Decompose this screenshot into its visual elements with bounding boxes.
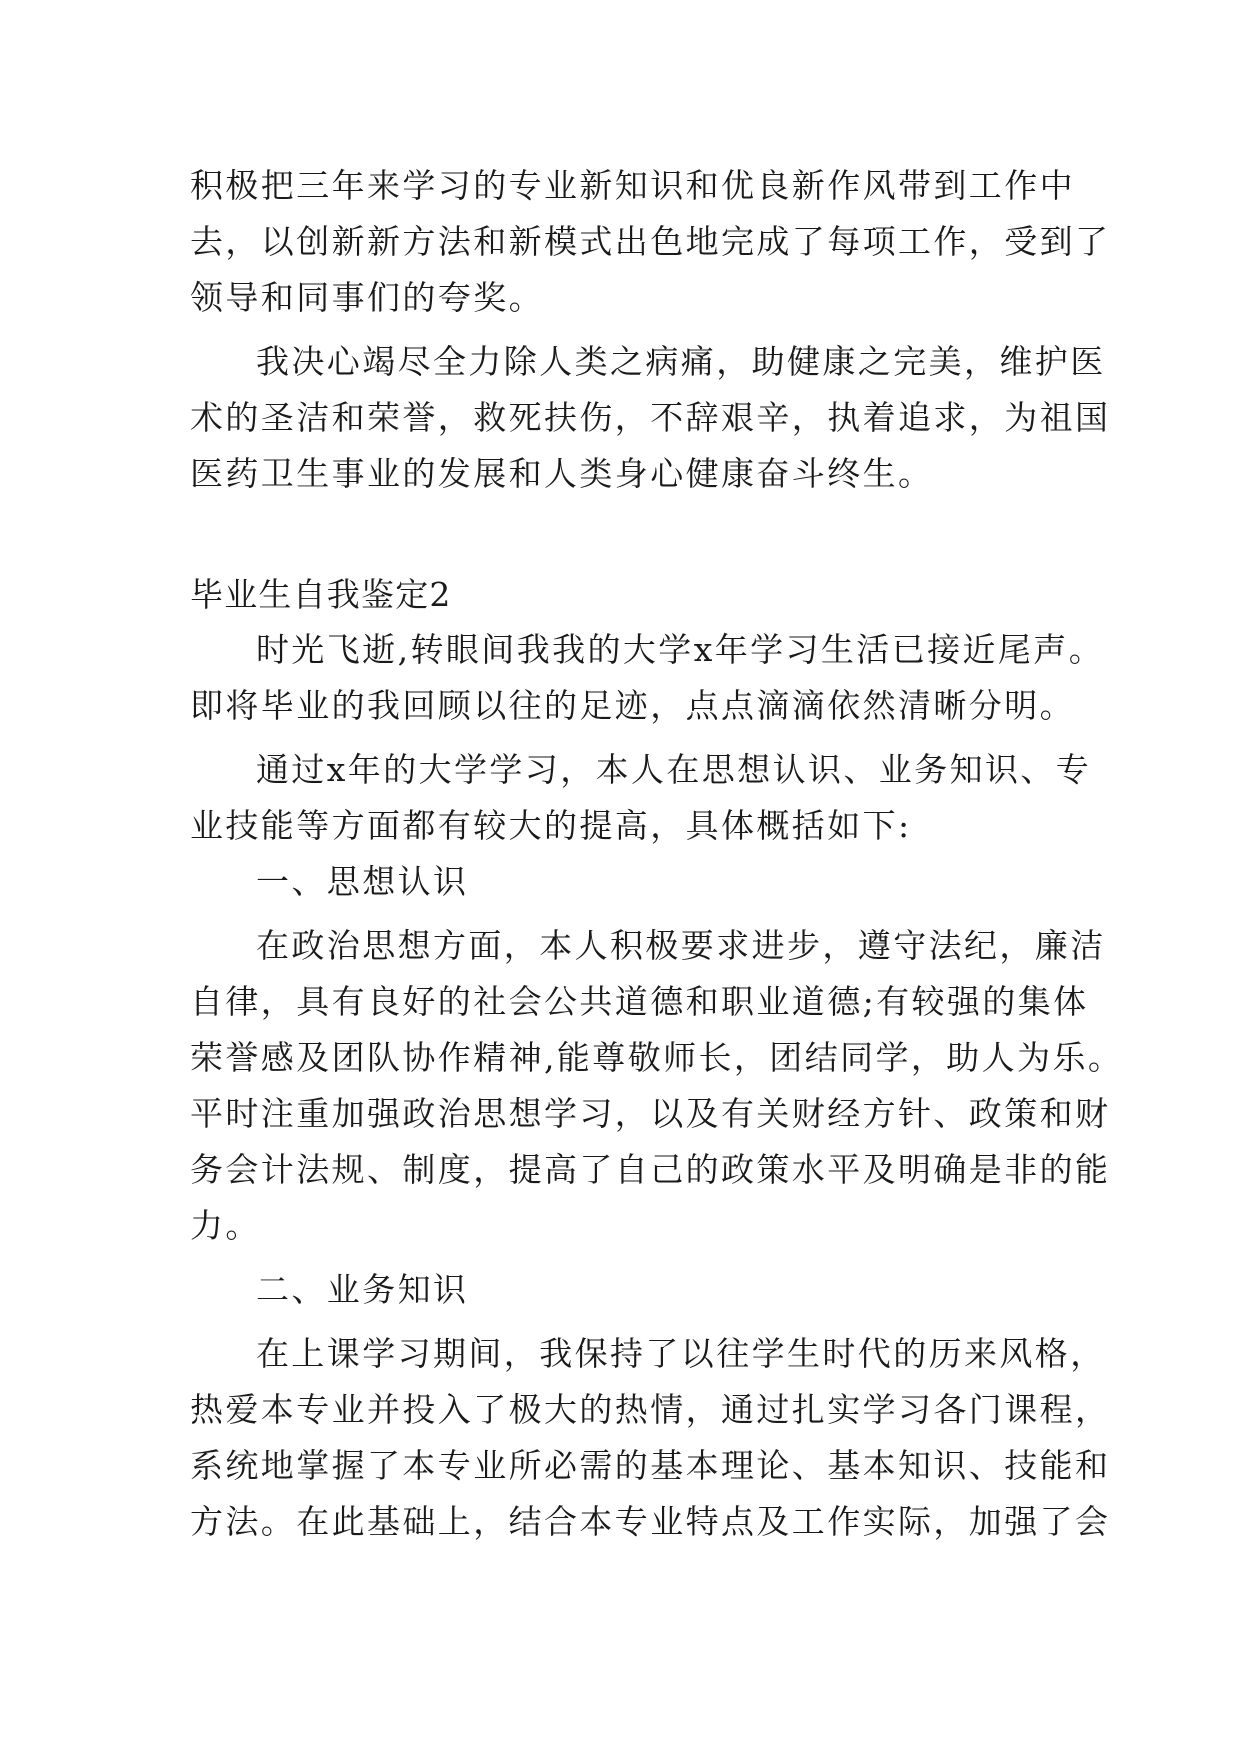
paragraph-line: 术的圣洁和荣誉，救死扶伤，不辞艰辛，执着追求，为祖国 bbox=[190, 398, 1111, 437]
paragraph-line: 在政治思想方面，本人积极要求进步，遵守法纪，廉洁 bbox=[256, 926, 1106, 965]
paragraph-line: 平时注重加强政治思想学习，以及有关财经方针、政策和财 bbox=[190, 1094, 1111, 1133]
paragraph-line: 系统地掌握了本专业所必需的基本理论、基本知识、技能和 bbox=[190, 1446, 1111, 1485]
paragraph-line: 荣誉感及团队协作精神,能尊敬师长，团结同学，助人为乐。 bbox=[190, 1038, 1124, 1077]
paragraph-line: 即将毕业的我回顾以往的足迹，点点滴滴依然清晰分明。 bbox=[190, 686, 1075, 725]
paragraph-line: 业技能等方面都有较大的提高，具体概括如下: bbox=[190, 806, 912, 845]
section-title: 毕业生自我鉴定2 bbox=[190, 575, 452, 614]
paragraph-line: 我决心竭尽全力除人类之病痛，助健康之完美，维护医 bbox=[256, 342, 1106, 381]
paragraph-line: 领导和同事们的夸奖。 bbox=[190, 278, 544, 317]
paragraph-line: 去，以创新新方法和新模式出色地完成了每项工作，受到了 bbox=[190, 222, 1111, 261]
paragraph-line: 在上课学习期间，我保持了以往学生时代的历来风格， bbox=[256, 1334, 1106, 1373]
paragraph-line: 方法。在此基础上，结合本专业特点及工作实际，加强了会 bbox=[190, 1502, 1111, 1541]
paragraph-line: 力。 bbox=[190, 1206, 261, 1245]
paragraph-line: 热爱本专业并投入了极大的热情，通过扎实学习各门课程， bbox=[190, 1390, 1111, 1429]
paragraph-line: 积极把三年来学习的专业新知识和优良新作风带到工作中 bbox=[190, 166, 1075, 205]
paragraph-line: 时光飞逝,转眼间我我的大学x年学习生活已接近尾声。 bbox=[256, 630, 1105, 669]
subsection-heading: 二、业务知识 bbox=[256, 1270, 469, 1309]
subsection-heading: 一、思想认识 bbox=[256, 862, 469, 901]
paragraph-line: 务会计法规、制度，提高了自己的政策水平及明确是非的能 bbox=[190, 1150, 1111, 1189]
paragraph-line: 通过x年的大学学习，本人在思想认识、业务知识、专 bbox=[256, 750, 1092, 789]
paragraph-line: 自律，具有良好的社会公共道德和职业道德;有较强的集体 bbox=[190, 982, 1089, 1021]
paragraph-line: 医药卫生事业的发展和人类身心健康奋斗终生。 bbox=[190, 454, 934, 493]
